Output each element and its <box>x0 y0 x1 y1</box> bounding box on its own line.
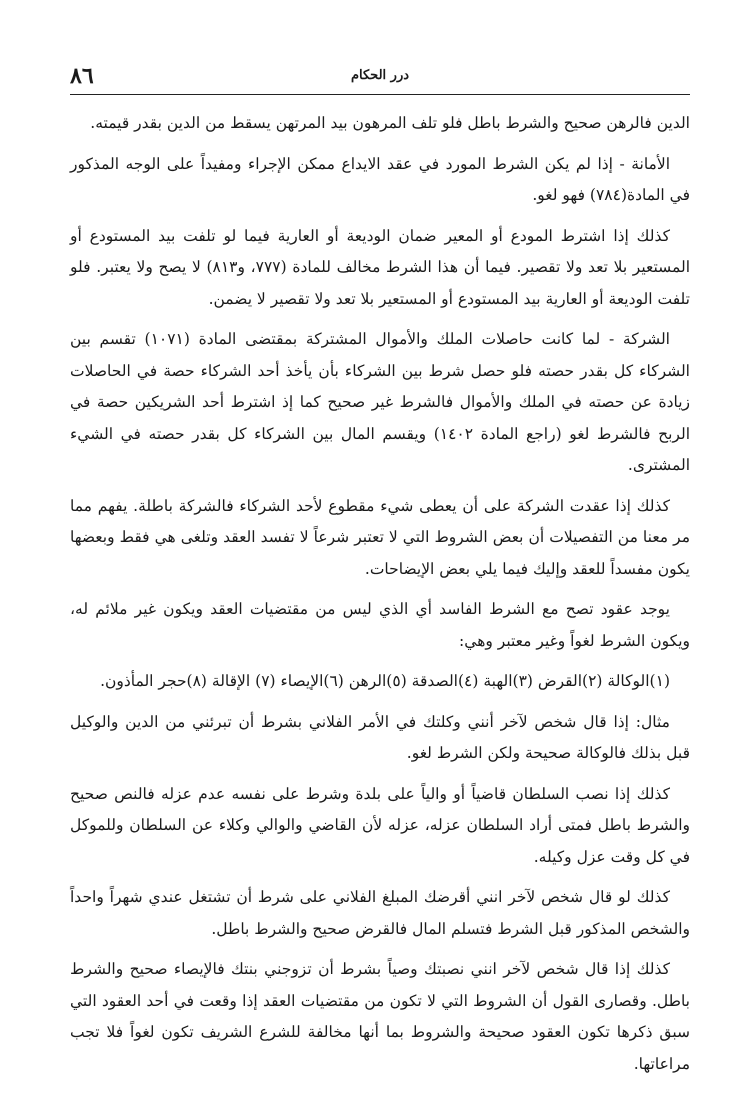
paragraph-7: (١)الوكالة (٢)القرض (٣)الهبة (٤)الصدقة (٥)الرهن (٦)الإيصاء (٧) الإقالة (٨)حجر المأذون. <box>100 672 670 690</box>
paragraph-4: الشركة - لما كانت حاصلات الملك والأموال المشتركة بمقتضى المادة (١٠٧١) تقسم بين الشركاء كل بقدر حصته فلو حصل شرط بين الشركاء بأن يأخذ أحد الشركاء حصة في الحاصلات زيادة عن حصته في الملك والأموال فالشرط غير صحيح كما إذ اشترط أحد الشريكين حصة في الربح فالشرط لغو (راجع المادة ١٤٠٢) ويقسم المال بين الشركاء كل بقدر حصته في الشيء المشترى. <box>70 330 690 474</box>
paragraph-9: كذلك إذا نصب السلطان قاضياً أو والياً على بلدة وشرط على نفسه عدم عزله فالنص صحيح والشرط باطل فمتى أراد السلطان عزله، عزله لأن القاضي والوالي وكلاء عن السلطان وللموكل في كل وقت عزل وكيله. <box>70 784 690 866</box>
paragraph-10: كذلك لو قال شخص لآخر انني أقرضك المبلغ الفلاني على شرط أن تشتغل عندي شهراً واحداً والشخص المذكور قبل الشرط فتسلم المال فالقرض صحيح والشرط باطل. <box>70 888 690 938</box>
running-title: درر الحكام <box>350 68 410 83</box>
page-header <box>70 62 690 92</box>
paragraph-11: كذلك إذا قال شخص لآخر انني نصبتك وصياً بشرط أن تزوجني بنتك فالإيصاء صحيح والشرط باطل. وقصارى القول أن الشروط التي لا تكون من مقتضيات العقد إذا وقعت في أحد العقود التي سبق ذكرها تكون العقود صحيحة والشروط بما أنها مخالفة للشرع الشريف تكون لغواً فلا تجب مراعاتها. <box>70 960 690 1073</box>
paragraph-2: الأمانة - إذا لم يكن الشرط المورد في عقد الايداع ممكن الإجراء ومفيداً على الوجه المذكور في المادة(٧٨٤) فهو لغو. <box>70 154 690 204</box>
header-divider <box>70 94 690 95</box>
page-number: ٨٦ <box>70 63 94 89</box>
paragraph-1: الدين فالرهن صحيح والشرط باطل فلو تلف المرهون بيد المرتهن يسقط من الدين بقدر قيمته. <box>90 114 690 132</box>
paragraph-3: كذلك إذا اشترط المودع أو المعير ضمان الوديعة أو العارية فيما لو تلفت بيد المستودع أو المستعير بلا تعد ولا تقصير. فيما أن هذا الشرط مخالف للمادة (٧٧٧، و٨١٣) لا يصح ولا يعتبر. فلو تلفت الوديعة أو العارية بيد المستودع أو المستعير بلا تعد ولا تقصير لا يضمن. <box>70 226 691 308</box>
body-text <box>70 108 690 1089</box>
paragraph-6: يوجد عقود تصح مع الشرط الفاسد أي الذي ليس من مقتضيات العقد ويكون غير ملائم له، ويكون الشرط لغواً وغير معتبر وهي: <box>70 600 690 650</box>
paragraph-8: مثال: إذا قال شخص لآخر أنني وكلتك في الأمر الفلاني بشرط أن تبرئني من الدين والوكيل قبل بذلك فالوكالة صحيحة ولكن الشرط لغو. <box>70 712 690 762</box>
paragraph-5: كذلك إذا عقدت الشركة على أن يعطى شيء مقطوع لأحد الشركاء فالشركة باطلة. يفهم مما مر معنا من التفصيلات أن بعض الشروط التي لا تعتبر شرعاً لا تفسد العقد وتلغى هي فقط وبعضها يكون مفسداً للعقد وإليك فيما يلي بعض الإيضاحات. <box>70 496 690 578</box>
